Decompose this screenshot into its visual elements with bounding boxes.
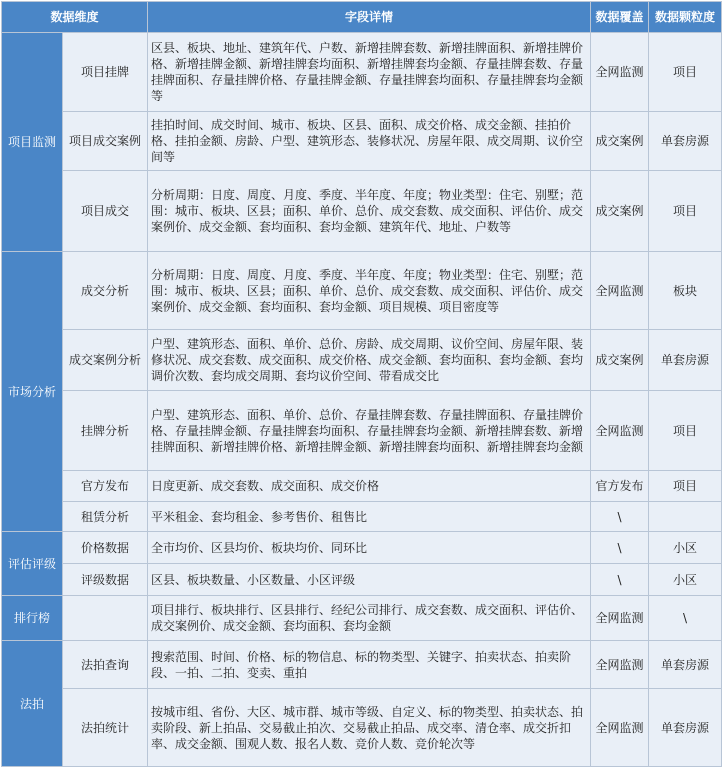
category-rankings: 排行榜 — [2, 596, 63, 641]
coverage-cell: 全网监测 — [591, 252, 649, 330]
table-row — [2, 502, 722, 532]
field-detail-cell: 搜索范围、时间、价格、标的物信息、标的物类型、关键字、拍卖状态、拍卖阶段、一拍、二拍、变卖、重拍 — [148, 641, 591, 689]
table-row — [2, 596, 722, 641]
field-detail-cell: 挂拍时间、成交时间、城市、板块、区县、面积、成交价格、成交金额、挂拍价格、挂拍金额、房龄、户型、建筑形态、装修状况、房屋年限、成交周期、议价空间等 — [148, 112, 591, 171]
subcategory-cell — [63, 596, 148, 641]
granularity-cell: 项目 — [649, 33, 722, 112]
coverage-cell: 全网监测 — [591, 596, 649, 641]
category-evaluation-rating: 评估评级 — [2, 532, 63, 596]
granularity-cell: 项目 — [649, 391, 722, 471]
category-project-monitoring: 项目监测 — [2, 33, 63, 252]
table-row — [2, 171, 722, 252]
granularity-cell: 小区 — [649, 564, 722, 596]
granularity-cell: 小区 — [649, 532, 722, 564]
field-detail-cell: 户型、建筑形态、面积、单价、总价、房龄、成交周期、议价空间、房屋年限、装修状况、成交套数、成交面积、成交价格、成交金额、套均面积、套均金额、套均调价次数、套均成交周期、套均议价空间、带看成交比 — [148, 330, 591, 391]
field-detail-cell: 区县、板块、地址、建筑年代、户数、新增挂牌套数、新增挂牌面积、新增挂牌价格、新增挂牌金额、新增挂牌套均面积、新增挂牌套均金额、存量挂牌套数、存量挂牌面积、存量挂牌价格、存量挂牌金额、存量挂牌套均面积、存量挂牌套均金额等 — [148, 33, 591, 112]
table-row — [2, 252, 722, 330]
header-coverage: 数据覆盖 — [591, 2, 649, 33]
field-detail-cell: 日度更新、成交套数、成交面积、成交价格 — [148, 471, 591, 502]
subcategory-cell: 租赁分析 — [63, 502, 148, 532]
coverage-cell: 成交案例 — [591, 112, 649, 171]
granularity-cell — [649, 502, 722, 532]
subcategory-cell: 价格数据 — [63, 532, 148, 564]
data-dimension-table — [1, 1, 722, 767]
coverage-cell: \ — [591, 502, 649, 532]
table-row — [2, 564, 722, 596]
coverage-cell: 官方发布 — [591, 471, 649, 502]
subcategory-cell: 成交案例分析 — [63, 330, 148, 391]
granularity-cell: 单套房源 — [649, 112, 722, 171]
table-row — [2, 641, 722, 689]
field-detail-cell: 按城市组、省份、大区、城市群、城市等级、自定义、标的物类型、拍卖状态、拍卖阶段、新上拍品、交易截止拍次、交易截止拍品、成交率、清仓率、成交折扣率、成交金额、围观人数、报名人数、竞价人数、竞价轮次等 — [148, 689, 591, 767]
table-row — [2, 112, 722, 171]
field-detail-cell: 项目排行、板块排行、区县排行、经纪公司排行、成交套数、成交面积、评估价、成交案例价、成交金额、套均面积、套均金额 — [148, 596, 591, 641]
subcategory-cell: 挂牌分析 — [63, 391, 148, 471]
subcategory-cell: 项目成交 — [63, 171, 148, 252]
table-header-row — [2, 2, 722, 33]
coverage-cell: 全网监测 — [591, 641, 649, 689]
subcategory-cell: 法拍统计 — [63, 689, 148, 767]
coverage-cell: 成交案例 — [591, 171, 649, 252]
field-detail-cell: 平米租金、套均租金、参考售价、租售比 — [148, 502, 591, 532]
subcategory-cell: 成交分析 — [63, 252, 148, 330]
table-row — [2, 471, 722, 502]
coverage-cell: 成交案例 — [591, 330, 649, 391]
subcategory-cell: 项目成交案例 — [63, 112, 148, 171]
granularity-cell: 项目 — [649, 471, 722, 502]
coverage-cell: \ — [591, 564, 649, 596]
granularity-cell: 单套房源 — [649, 641, 722, 689]
category-market-analysis: 市场分析 — [2, 252, 63, 532]
granularity-cell: 项目 — [649, 171, 722, 252]
granularity-cell: 板块 — [649, 252, 722, 330]
subcategory-cell: 项目挂牌 — [63, 33, 148, 112]
category-judicial-auction: 法拍 — [2, 641, 63, 767]
field-detail-cell: 分析周期：日度、周度、月度、季度、半年度、年度；物业类型：住宅、别墅；范围：城市、板块、区县；面积、单价、总价、成交套数、成交面积、评估价、成交案例价、成交金额、套均面积、套均金额、项目规模、项目密度等 — [148, 252, 591, 330]
field-detail-cell: 户型、建筑形态、面积、单价、总价、存量挂牌套数、存量挂牌面积、存量挂牌价格、存量挂牌金额、存量挂牌套均面积、存量挂牌套均金额、新增挂牌套数、新增挂牌面积、新增挂牌价格、新增挂牌金额、新增挂牌套均面积、新增挂牌套均金额 — [148, 391, 591, 471]
field-detail-cell: 分析周期：日度、周度、月度、季度、半年度、年度；物业类型：住宅、别墅；范围：城市、板块、区县；面积、单价、总价、成交套数、成交面积、评估价、成交案例价、成交金额、套均面积、套均金额、建筑年代、地址、户数等 — [148, 171, 591, 252]
coverage-cell: 全网监测 — [591, 33, 649, 112]
header-field-detail: 字段详情 — [148, 2, 591, 33]
subcategory-cell: 法拍查询 — [63, 641, 148, 689]
coverage-cell: \ — [591, 532, 649, 564]
field-detail-cell: 区县、板块数量、小区数量、小区评级 — [148, 564, 591, 596]
granularity-cell: \ — [649, 596, 722, 641]
table-row — [2, 330, 722, 391]
granularity-cell: 单套房源 — [649, 330, 722, 391]
header-dimension: 数据维度 — [2, 2, 148, 33]
table-row — [2, 33, 722, 112]
field-detail-cell: 全市均价、区县均价、板块均价、同环比 — [148, 532, 591, 564]
table-row — [2, 532, 722, 564]
subcategory-cell: 官方发布 — [63, 471, 148, 502]
table-row — [2, 391, 722, 471]
table-row — [2, 689, 722, 767]
granularity-cell: 单套房源 — [649, 689, 722, 767]
coverage-cell: 全网监测 — [591, 391, 649, 471]
subcategory-cell: 评级数据 — [63, 564, 148, 596]
coverage-cell: 全网监测 — [591, 689, 649, 767]
header-granularity: 数据颗粒度 — [649, 2, 722, 33]
